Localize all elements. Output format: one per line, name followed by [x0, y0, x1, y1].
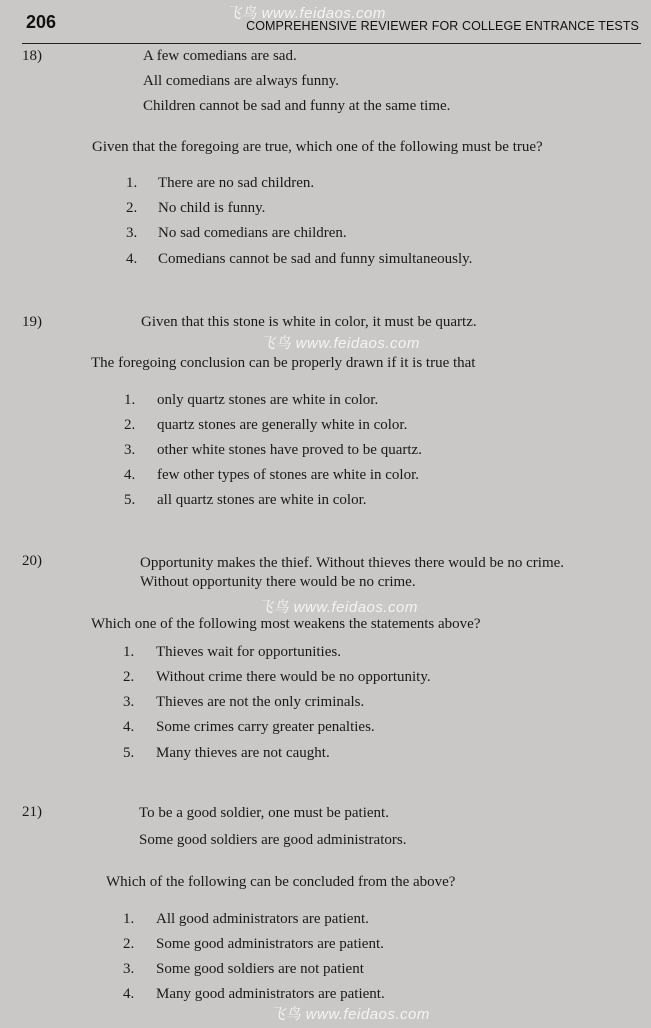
option-number: 4.: [123, 719, 135, 735]
option-text: All good administrators are patient.: [156, 911, 369, 927]
option-text: Some good soldiers are not patient: [156, 961, 364, 977]
option-number: 3.: [126, 225, 138, 241]
option-text: No child is funny.: [158, 200, 266, 216]
watermark: 飞鸟 www.feidaos.com: [226, 5, 386, 22]
option-text: few other types of stones are white in color.: [157, 467, 420, 483]
option-number: 5.: [124, 492, 136, 508]
option-text: Comedians cannot be sad and funny simultaneously.: [158, 251, 473, 267]
question-prompt: The foregoing conclusion can be properly drawn if it is true that: [91, 355, 476, 371]
option-number: 3.: [123, 961, 135, 977]
question-prompt: Given that the foregoing are true, which one of the following must be true?: [92, 139, 543, 155]
option-text: only quartz stones are white in color.: [157, 392, 379, 408]
option-text: Thieves are not the only criminals.: [156, 694, 365, 710]
premise: Without opportunity there would be no crime.: [140, 574, 416, 590]
option-number: 2.: [124, 417, 136, 433]
question-prompt: Which one of the following most weakens the statements above?: [91, 616, 481, 632]
option-number: 5.: [123, 745, 135, 761]
option-text: Without crime there would be no opportunity.: [156, 669, 431, 685]
option-number: 1.: [123, 911, 135, 927]
premise: Some good soldiers are good administrators.: [139, 832, 407, 848]
option-text: Many thieves are not caught.: [156, 745, 330, 761]
option-number: 4.: [126, 251, 138, 267]
option-number: 1.: [124, 392, 136, 408]
option-text: other white stones have proved to be quartz.: [157, 442, 422, 458]
premise: Children cannot be sad and funny at the same time.: [143, 98, 451, 114]
option-number: 1.: [123, 644, 135, 660]
option-number: 4.: [123, 986, 135, 1002]
option-text: quartz stones are generally white in color.: [157, 417, 408, 433]
option-number: 4.: [124, 467, 136, 483]
watermark: 飞鸟 www.feidaos.com: [270, 1006, 430, 1023]
option-number: 2.: [123, 936, 135, 952]
running-title: COMPREHENSIVE REVIEWER FOR COLLEGE ENTRANCE TESTS: [246, 19, 639, 33]
question-number: 19): [22, 314, 42, 330]
option-number: 3.: [123, 694, 135, 710]
page-number: 206: [26, 12, 57, 32]
option-text: No sad comedians are children.: [158, 225, 347, 241]
question-prompt: Which of the following can be concluded from the above?: [106, 874, 456, 890]
watermark: 飞鸟 www.feidaos.com: [260, 335, 420, 352]
premise: A few comedians are sad.: [143, 48, 297, 64]
question-number: 21): [22, 804, 42, 820]
premise: All comedians are always funny.: [143, 73, 340, 89]
option-number: 3.: [124, 442, 136, 458]
option-text: Some crimes carry greater penalties.: [156, 719, 375, 735]
question-number: 18): [22, 48, 42, 64]
watermark: 飞鸟 www.feidaos.com: [258, 599, 418, 616]
option-text: Many good administrators are patient.: [156, 986, 385, 1002]
option-number: 2.: [126, 200, 138, 216]
premise: Opportunity makes the thief. Without thieves there would be no crime.: [140, 555, 565, 571]
header-rule: [22, 43, 641, 44]
option-text: There are no sad children.: [158, 175, 315, 191]
option-number: 1.: [126, 175, 138, 191]
option-text: Thieves wait for opportunities.: [156, 644, 341, 660]
option-number: 2.: [123, 669, 135, 685]
option-text: Some good administrators are patient.: [156, 936, 384, 952]
premise: To be a good soldier, one must be patient.: [139, 805, 389, 821]
premise: Given that this stone is white in color, it must be quartz.: [141, 314, 477, 330]
option-text: all quartz stones are white in color.: [157, 492, 367, 508]
question-number: 20): [22, 553, 42, 569]
